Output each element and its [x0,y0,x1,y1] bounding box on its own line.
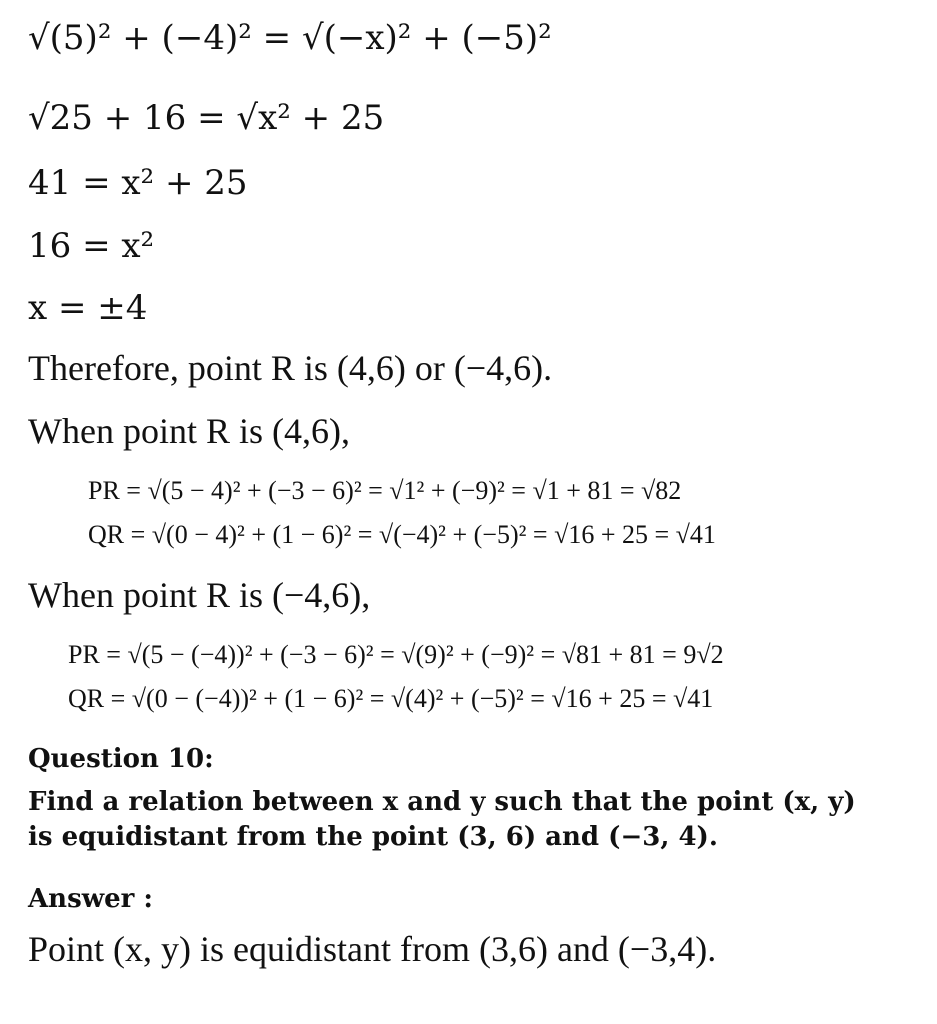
step-line-2: √25 + 16 = √x² + 25 [28,98,385,138]
case2-pr-equation: PR = √(5 − (−4))² + (−3 − 6)² = √(9)² + (−9)² = √81 + 81 = 9√2 [68,640,724,669]
step-line-4: 16 = x² [28,226,155,266]
case1-pr-equation: PR = √(5 − 4)² + (−3 − 6)² = √1² + (−9)² = √1 + 81 = √82 [88,476,682,505]
question-text-line-2: is equidistant from the point (3, 6) and (−3, 4). [28,822,718,852]
question-label: Question 10: [28,744,214,774]
case2-heading: When point R is (−4,6), [28,575,371,615]
case2-qr-equation: QR = √(0 − (−4))² + (1 − 6)² = √(4)² + (−5)² = √16 + 25 = √41 [68,684,714,713]
answer-label: Answer : [28,884,153,914]
conclusion-text: Therefore, point R is (4,6) or (−4,6). [28,348,553,388]
step-line-3: 41 = x² + 25 [28,163,248,203]
case1-qr-equation: QR = √(0 − 4)² + (1 − 6)² = √(−4)² + (−5)² = √16 + 25 = √41 [88,520,716,549]
case1-heading: When point R is (4,6), [28,411,350,451]
step-line-1: √(5)² + (−4)² = √(−x)² + (−5)² [28,18,552,58]
answer-text: Point (x, y) is equidistant from (3,6) and (−3,4). [28,929,717,969]
step-line-5: x = ±4 [28,288,148,328]
question-text-line-1: Find a relation between x and y such that the point (x, y) [28,787,856,817]
